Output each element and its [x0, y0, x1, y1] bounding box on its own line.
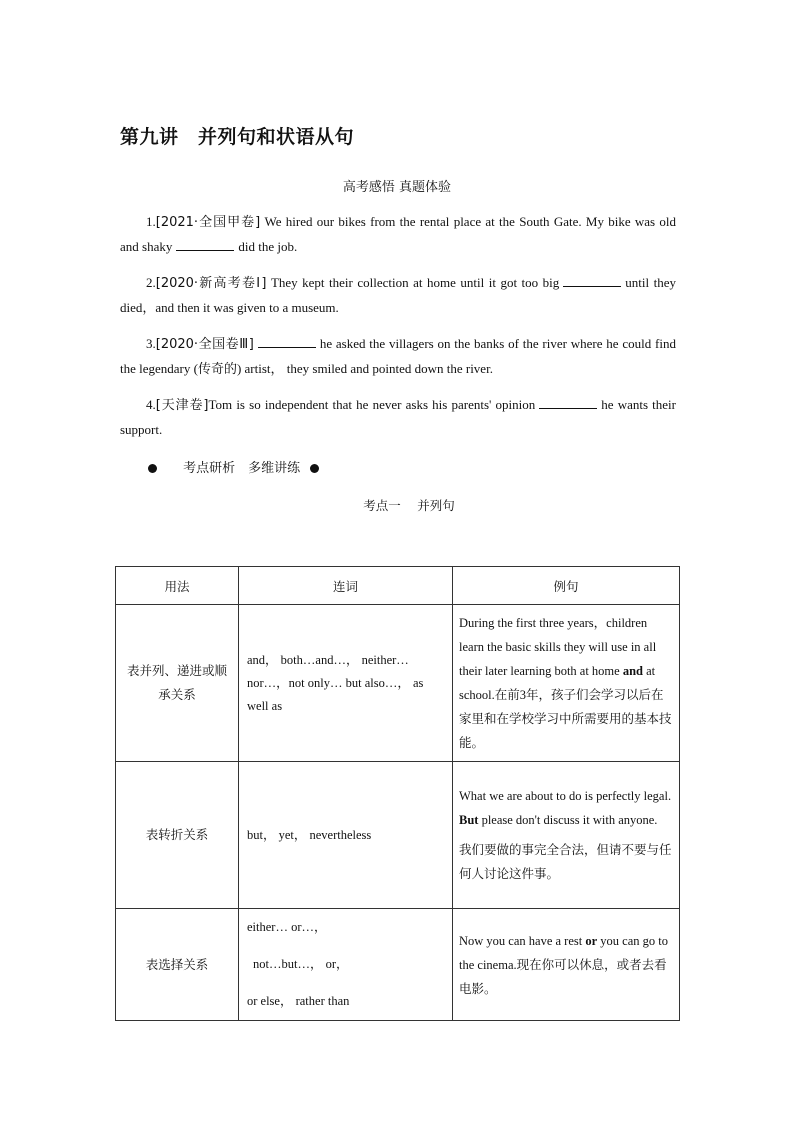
section-subtitle: 高考感悟 真题体验	[342, 180, 452, 195]
answer-blank[interactable]	[539, 396, 597, 409]
conjunction-line: or else， rather than	[247, 994, 350, 1008]
example-text: you can go to the cinema.现在你可以休息，或者去看电影。	[459, 933, 668, 996]
example-text: at school.在前3年，孩子们会学习以后在家里和在学校学习中所需要用的基本技能。	[459, 664, 672, 750]
answer-blank[interactable]	[258, 335, 316, 348]
conjunction-table	[115, 566, 680, 1021]
question-2	[120, 271, 676, 320]
conjunction-line: not…but…， or，	[253, 957, 349, 971]
bullet-dot-icon	[148, 464, 157, 473]
table-row	[116, 605, 680, 762]
question-text: he asked the villagers on the banks of the river where he could find the legendary (传奇的) artist， they smiled and pointed down the river.	[120, 336, 676, 376]
question-text: did the job.	[238, 239, 298, 254]
question-4	[120, 393, 676, 442]
example-text: Now you can have a rest	[459, 933, 586, 948]
example-keyword: and	[622, 664, 643, 678]
question-text: We hired our bikes from the rental place at the South Gate. My bike was old and shaky	[120, 214, 676, 254]
conjunction-cell	[239, 762, 453, 909]
question-3	[120, 332, 676, 381]
example-cell	[453, 762, 680, 909]
example-keyword: But	[459, 813, 479, 827]
example-cell	[453, 605, 680, 762]
answer-blank[interactable]	[563, 274, 621, 287]
example-text: please don't discuss it with anyone.	[478, 813, 658, 827]
question-number: 4.	[146, 397, 156, 412]
conjunction-line: either… or…，	[247, 920, 327, 934]
question-text: Tom is so independent that he never asks his parents' opinion	[208, 397, 536, 412]
question-source: [2020·全国卷Ⅲ]	[155, 337, 254, 352]
section-heading-text: 考点研析 多维讲练	[183, 461, 301, 476]
lesson-title: 第九讲 并列句和状语从句	[120, 127, 355, 148]
usage-cell: 表并列、递进或顺承关系	[116, 605, 239, 762]
conjunction-line: well as	[247, 698, 283, 713]
answer-blank[interactable]	[176, 238, 234, 251]
question-1	[120, 210, 676, 259]
question-source: [2021·全国甲卷]	[155, 215, 261, 230]
table-header: 用法	[116, 567, 239, 605]
table-row	[116, 909, 680, 1021]
example-keyword: or	[585, 933, 598, 948]
usage-cell: 表选择关系	[116, 909, 239, 1021]
table-header: 连词	[239, 567, 453, 605]
question-number: 1.	[146, 214, 156, 229]
conjunction-line: and， both…and…， neither…	[247, 652, 409, 667]
point-heading: 考点一 并列句	[363, 498, 455, 513]
bullet-dot-icon	[310, 464, 319, 473]
question-text: They kept their collection at home until it got too big	[270, 275, 560, 290]
question-source: [2020·新高考卷Ⅰ]	[155, 276, 267, 291]
question-number: 3.	[146, 336, 156, 351]
question-number: 2.	[146, 275, 156, 290]
table-row	[116, 762, 680, 909]
conjunction-line: nor…，not only… but also…， as	[247, 675, 424, 690]
example-cell	[453, 909, 680, 1021]
conjunction-line: but， yet， nevertheless	[247, 827, 372, 842]
example-translation: 我们要做的事完全合法，但请不要与任何人讨论这件事。	[459, 842, 672, 881]
question-source: [天津卷]	[155, 398, 209, 413]
table-header-row	[116, 567, 680, 605]
section-heading	[148, 457, 319, 476]
table-header: 例句	[453, 567, 680, 605]
usage-cell: 表转折关系	[116, 762, 239, 909]
question-text: he wants their support.	[120, 397, 676, 437]
example-text: During the first three years，children learn the basic skills they will use in all their later learning both at home	[459, 616, 657, 678]
conjunction-cell	[239, 605, 453, 762]
example-text: What we are about to do is perfectly legal.	[459, 789, 672, 803]
conjunction-cell	[239, 909, 453, 1021]
question-text: until they died，and then it was given to a museum.	[120, 275, 676, 315]
